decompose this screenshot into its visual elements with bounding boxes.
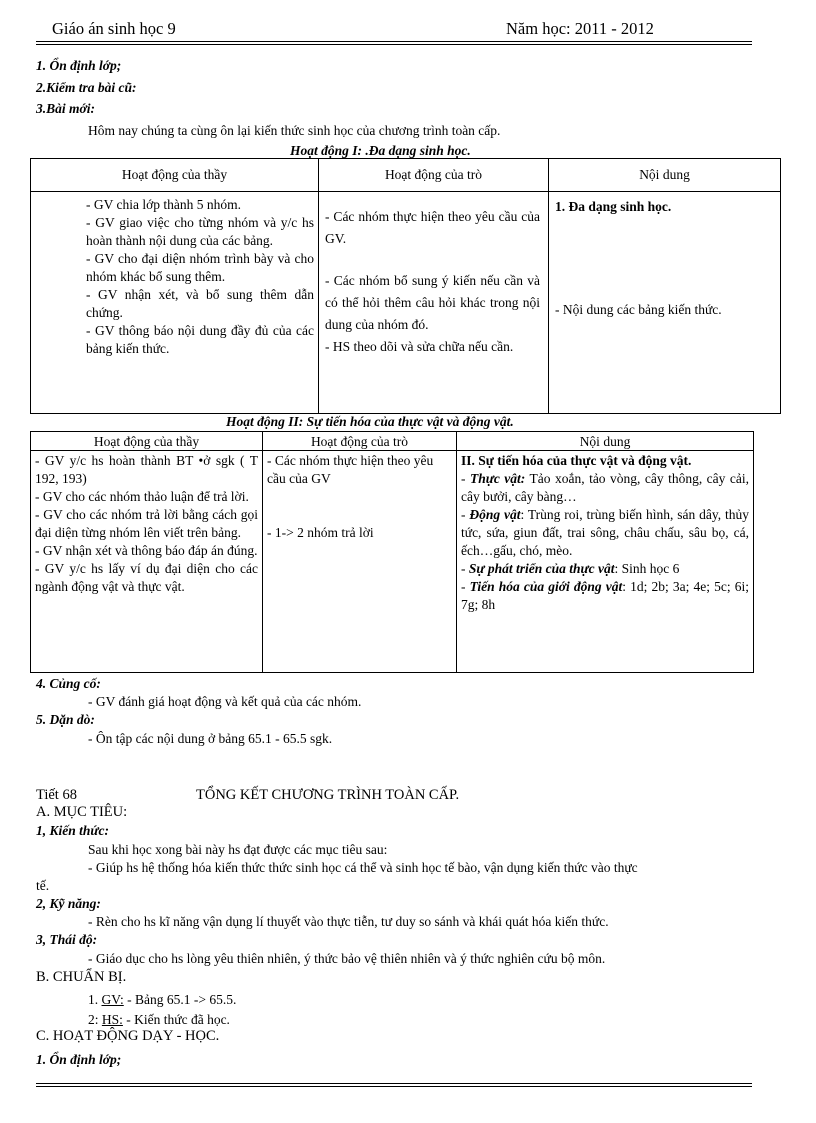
intro-text: Hôm nay chúng ta cùng ôn lại kiến thức sinh học của chương trình toàn cấp.: [88, 123, 501, 138]
header-rule: [36, 41, 752, 42]
hs-num: 2:: [88, 1012, 99, 1027]
table2-teacher-item: - GV y/c hs hoàn thành BT •ở sgk ( T 192, 193): [35, 453, 258, 486]
table1-teacher-item: - GV giao việc cho từng nhóm và y/c hs hoàn thành nội dung của các bảng.: [86, 215, 314, 248]
item-label: Tiến hóa của giới động vật: [469, 579, 623, 594]
kien-thuc-line-2: - Giúp hs hệ thống hóa kiến thức thức sinh học cá thể và sinh học tế bào, vận dụng kiến thức vào thực: [88, 860, 638, 875]
table2-teacher-cell: [31, 451, 263, 673]
footer-rule: [36, 1083, 752, 1084]
table1-content-text: - Nội dung các bảng kiến thức.: [555, 302, 722, 317]
table2-student-item: - 1-> 2 nhóm trả lời: [267, 525, 374, 540]
activity-1-table: [30, 158, 781, 414]
table2-content-item: - Thực vật: Tảo xoắn, tảo vòng, cây thông, cây cải, cây bưởi, cây bàng…: [461, 471, 750, 504]
header-rule-2: [36, 44, 752, 45]
gv-num: 1.: [88, 992, 99, 1007]
bai-moi: 3.Bài mới:: [36, 101, 95, 116]
table1-content-title: 1. Đa dạng sinh học.: [555, 199, 672, 214]
footer-rule-2: [36, 1086, 752, 1087]
table1-student-item: - Các nhóm thực hiện theo yêu cầu của GV.: [325, 209, 540, 246]
table2-student-cell: [263, 451, 457, 673]
table1-header-student: Hoạt động của trò: [319, 159, 549, 192]
table2-content-item: - Tiến hóa của giới động vật: 1d; 2b; 3a; 4e; 5c; 6i; 7g; 8h: [461, 579, 749, 612]
chuan-bi-heading: B. CHUẨN BỊ.: [36, 969, 127, 985]
table1-student-item: - HS theo dõi và sửa chữa nếu cần.: [325, 339, 514, 354]
table1-header-teacher: Hoạt động của thầy: [31, 159, 319, 192]
on-dinh-lop: 1. Ổn định lớp;: [36, 58, 122, 73]
table2-student-item: - Các nhóm thực hiện theo yêu cầu của GV: [267, 453, 434, 486]
table2-content-item: - Động vật: Trùng roi, trùng biến hình, sán dây, thủy tức, sứa, giun đất, trai sông, châu chấu, sâu bọ, cá, ếch…gấu, chó, mèo.: [461, 507, 749, 558]
table1-teacher-item: - GV thông báo nội dung đầy đủ của các bảng kiến thức.: [86, 323, 314, 356]
muc-tieu-heading: A. MỤC TIÊU:: [36, 804, 128, 820]
table1-student-cell: [319, 192, 549, 414]
dan-do-text: - Ôn tập các nội dung ở bảng 65.1 - 65.5 sgk.: [88, 731, 333, 746]
table1-teacher-item: - GV chia lớp thành 5 nhóm.: [86, 197, 241, 212]
kien-thuc-heading: 1, Kiến thức:: [36, 823, 109, 838]
table2-teacher-item: - GV cho các nhóm trả lời bằng cách gọi đại diện từng nhóm lên viết trên bảng.: [35, 507, 258, 540]
header-year: Năm học: 2011 - 2012: [506, 19, 654, 38]
cung-co-text: - GV đánh giá hoạt động và kết quả của các nhóm.: [88, 694, 362, 709]
table1-teacher-item: - GV nhận xét, và bổ sung thêm dẫn chứng.: [86, 287, 314, 320]
hoat-dong-heading: C. HOẠT ĐỘNG DẠY - HỌC.: [36, 1028, 220, 1044]
header-title: Giáo án sinh học 9: [52, 19, 176, 38]
table2-header-student: Hoạt động của trò: [263, 432, 457, 451]
cung-co-heading: 4. Củng cố:: [36, 676, 101, 691]
hs-text: - Kiến thức đã học.: [122, 1012, 230, 1027]
dan-do-heading: 5. Dặn dò:: [36, 712, 95, 727]
table2-teacher-item: - GV nhận xét và thông báo đáp án đúng.: [35, 543, 258, 558]
gv-text: - Bảng 65.1 -> 65.5.: [123, 992, 237, 1007]
table2-content-item: - Sự phát triển của thực vật: Sinh học 6: [461, 561, 680, 576]
table2-teacher-item: - GV y/c hs lấy ví dụ đại diện cho các ngành động vật và thực vật.: [35, 561, 258, 594]
table2-header-content: Nội dung: [457, 432, 754, 451]
table1-student-item: - Các nhóm bổ sung ý kiến nếu cần và có thể hỏi thêm câu hỏi khác trong nội dung của nhóm đó.: [325, 273, 540, 332]
on-dinh-lop-2: 1. Ổn định lớp;: [36, 1052, 122, 1067]
thai-do-heading: 3, Thái độ:: [36, 932, 98, 947]
table2-content-title: II. Sự tiến hóa của thực vật và động vật.: [461, 453, 692, 468]
table2-header-teacher: Hoạt động của thầy: [31, 432, 263, 451]
item-label: Động vật: [469, 507, 521, 522]
chuan-bi-gv: [88, 992, 236, 1008]
gv-label: GV:: [101, 992, 124, 1007]
item-label: Sự phát triển của thực vật: [468, 561, 615, 576]
hs-label: HS:: [101, 1012, 123, 1027]
item-text: : 1d; 2b; 3a; 4e; 5c; 6i; 7g; 8h: [461, 579, 749, 612]
thai-do-line: - Giáo dục cho hs lòng yêu thiên nhiên, ý thức bảo vệ thiên nhiên và ý thức nghiên cứu bộ môn.: [88, 951, 606, 966]
activity-2-table: [30, 431, 754, 673]
kien-thuc-line-1: Sau khi học xong bài này hs đạt được các mục tiêu sau:: [88, 842, 388, 857]
ky-nang-heading: 2, Kỹ năng:: [36, 896, 101, 911]
item-text: : Sinh học 6: [614, 561, 680, 576]
table1-content-cell: [549, 192, 781, 414]
item-text: : Trùng roi, trùng biến hình, sán dây, thủy tức, sứa, giun đất, trai sông, châu chấu, sâu bọ, cá, ếch…gấu, chó, mèo.: [461, 507, 749, 558]
table1-teacher-item: - GV cho đại diện nhóm trình bày và cho nhóm khác bổ sung thêm.: [86, 251, 314, 284]
table1-header-content: Nội dung: [549, 159, 781, 192]
ky-nang-line: - Rèn cho hs kĩ năng vận dụng lí thuyết vào thực tiễn, tư duy so sánh và khái quát hóa kiến thức.: [88, 914, 609, 929]
item-text: Tảo xoắn, tảo vòng, cây thông, cây cải, cây bưởi, cây bàng…: [461, 471, 750, 504]
table2-teacher-item: - GV cho các nhóm thảo luận để trả lời.: [35, 489, 249, 504]
kien-thuc-line-2b: tế.: [36, 878, 50, 893]
chuan-bi-hs: [88, 1012, 230, 1028]
table2-content-cell: [457, 451, 754, 673]
item-label: Thực vật:: [469, 471, 526, 486]
table1-title: Hoạt động I: .Đa dạng sinh học.: [290, 143, 471, 158]
table1-teacher-cell: [31, 192, 319, 414]
lesson-title: TỔNG KẾT CHƯƠNG TRÌNH TOÀN CẤP.: [196, 787, 460, 803]
tiet-number: Tiết 68: [36, 787, 77, 803]
kiem-tra-bai-cu: 2.Kiểm tra bài cũ:: [36, 80, 137, 95]
table2-title: Hoạt động II: Sự tiến hóa của thực vật và động vật.: [226, 414, 514, 429]
